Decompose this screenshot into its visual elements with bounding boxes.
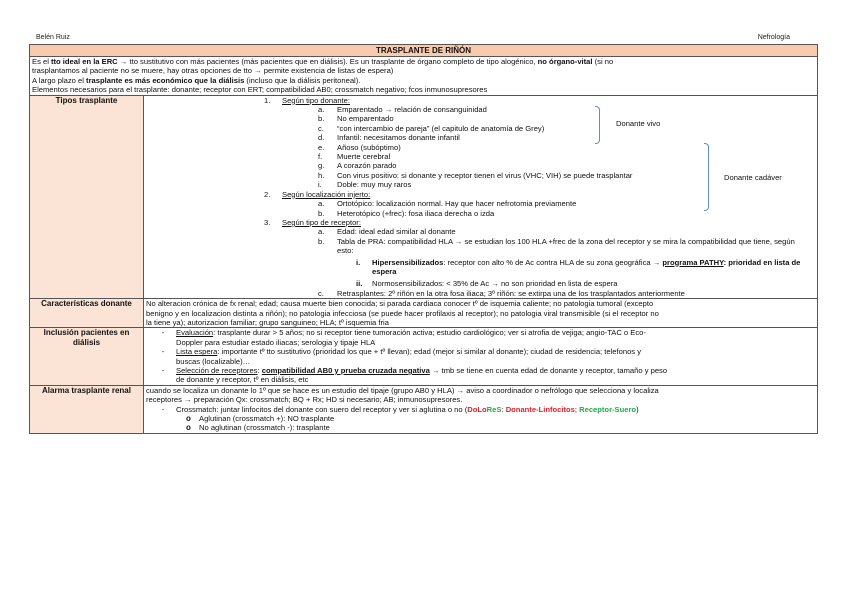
alarma-line-2: receptores → preparación Qx: crossmatch; BQ + Rx; HD si necesario; AB; inmunosupresores. [146, 395, 463, 405]
inclusion-evaluacion: - Evaluación: trasplante durar > 5 años; no si receptor tiene tumoración activa; estudio cardiológico; ver si atrofia de vejiga; angio-TAC o Eco- [161, 328, 646, 338]
donor-item-text: Infantil: necesitamos donante infantil [337, 133, 460, 143]
donor-item-text: “con intercambio de pareja” (el capitulo de anatomía de Grey) [337, 123, 545, 133]
caract-row [30, 299, 818, 328]
document-table [29, 44, 818, 434]
inclusion-seleccion: - Selección de receptores: compatibilidad AB0 y prueba cruzada negativa → tmb se tiene en cuenta edad de donante y receptor, tamaño y peso [161, 366, 668, 375]
header-author: Belén Ruiz [36, 34, 70, 41]
donor-item-4 [318, 143, 815, 152]
caract-line-3: la tiene ya); autorizacion familiar; grupo sanguineo; HLA; tº isquemia fria [146, 317, 389, 327]
donor-item-1 [318, 114, 815, 123]
inclusion-lista-cont: buscas (localizable)… [176, 356, 251, 366]
donor-item-text: Añoso (subóptimo) [337, 142, 401, 152]
caract-cell [144, 299, 818, 328]
caract-line-2: benigno y en localizacion distinta a riñón); no patologia infecciosa (se puede hacer profilaxis al receptor); no patologia viral transmisible (si el receptor no [146, 308, 659, 318]
donor-item-letter: b. [318, 114, 325, 124]
inclusion-label: Inclusión pacientes en diálisis [30, 328, 144, 385]
location-item-1 [318, 209, 815, 218]
brace-donante-vivo [595, 106, 600, 144]
brace-donante-cadaver [704, 143, 709, 211]
donor-item-letter: e. [318, 142, 325, 152]
donor-item-text: Con virus positivo: si donante y receptor tienen el virus (VHC; VIH) se puede trasplantar [337, 170, 633, 180]
inclusion-seleccion-cont: de donante y receptor, tº en diálisis, etc [176, 375, 309, 385]
donor-item-letter: a. [318, 105, 325, 115]
donor-item-letter: i. [318, 180, 322, 190]
donor-item-letter: d. [318, 133, 325, 143]
alarma-option-2: o No aglutinan (crossmatch -): trasplante [186, 423, 330, 433]
inclusion-row [30, 328, 818, 385]
tipos-cell [144, 95, 818, 299]
donor-item-2 [318, 124, 815, 133]
header-subject: Nefrología [757, 34, 790, 41]
page-title: TRASPLANTE DE RIÑÓN [30, 45, 818, 57]
intro-row [30, 57, 818, 96]
donor-item-5 [318, 152, 815, 161]
tipos-row [30, 95, 818, 299]
donor-item-3 [318, 133, 815, 142]
receptor-item-b-i-cont: espera [372, 266, 397, 276]
intro-cell [30, 57, 818, 96]
intro-line-3: A largo plazo el trasplante es más económico que la diálisis (incluso que la diálisis peritoneal). [32, 75, 361, 85]
receptor-item-c: c. Retrasplantes: 2º riñón en la otra fosa iliaca; 3º riñón: se extirpa una de los trasplantados anteriormente [318, 288, 685, 298]
donor-item-text: A corazón parado [337, 161, 397, 171]
location-item-letter: a. [318, 199, 325, 209]
donor-item-0 [318, 105, 815, 114]
location-item-text: Ortotópico: localización normal. Hay que hacer nefrotomia previamente [337, 199, 577, 209]
alarma-label: Alarma trasplante renal [30, 385, 144, 433]
location-item-0 [318, 199, 815, 208]
donor-item-text: Doble: muy muy raros [337, 180, 412, 190]
location-list [276, 199, 815, 218]
program-pathy-link: programa PATHY [662, 257, 724, 267]
tipos-label: Tipos trasplante [30, 95, 144, 299]
location-item-text: Heterotópico (+frec): fosa iliaca derecha o izda [337, 208, 495, 218]
donor-item-letter: h. [318, 170, 325, 180]
intro-line-4: Elementos necesarios para el trasplante: donante; receptor con ERT; compatibilidad AB0; crossmatch negativo; fcos inmunosupresores [32, 85, 488, 95]
alarma-row [30, 385, 818, 433]
inclusion-lista: - Lista espera: importante tº tto sustitutivo (prioridad los que + tº llevan); edad (mejor si similar al donante); ciudad de residencia; telefonos y [161, 347, 642, 357]
receptor-item-a: a. Edad: ideal edad similar al donante [318, 227, 456, 237]
receptor-item-b-ii: ii. Normosensibilizados: < 35% de Ac → no son prioridad en lista de espera [356, 279, 618, 289]
alarma-option-1: o Aglutinan (crossmatch +): NO trasplante [186, 414, 335, 424]
intro-line-2: trasplantamos al paciente no se muere, hay otras opciones de tto → permite existencia de listas de espera) [32, 66, 394, 76]
donor-item-letter: f. [318, 152, 323, 162]
tipos-section-1: 1. Según tipo donante: [264, 95, 350, 105]
title-row [30, 45, 818, 57]
donor-item-text: Emparentado → relación de consanguinidad [337, 105, 487, 115]
receptor-item-b-i: i. Hipersensibilizados: receptor con alto % de Ac contra HLA de su zona geográfica → programa PATHY: prioridad en lista de [356, 257, 801, 267]
alarma-line-1: cuando se localiza un donante lo 1º que se hace es un estudio del tipaje (grupo AB0 y HLA) → aviso a coordinador o nefrólogo que selecciona y localiza [146, 385, 659, 395]
caract-label: Características donante [30, 299, 144, 328]
caract-line-1: No alteracion crónica de fx renal; edad; causa muerte bien conocida; si parada cardiaca conocer tº de isquemia caliente; no patologia tumoral (excepto [146, 299, 654, 309]
inclusion-cell [144, 328, 818, 385]
inclusion-evaluacion-cont: Doppler para estudiar estado iliacas; serologia y tipaje HLA [176, 337, 376, 347]
donor-item-text: No emparentado [337, 114, 394, 124]
donor-item-text: Muerte cerebral [337, 152, 391, 162]
donor-item-6 [318, 161, 815, 170]
intro-line-1: Es el tto ideal en la ERC → tto sustitutivo con más pacientes (más pacientes que en diálisis). Es un trasplante de órgano completo de tipo alogénico, no órgano-vital (si no [32, 57, 614, 66]
tipos-section-3: 3. Según tipo de receptor: [264, 217, 361, 227]
receptor-item-b: b. Tabla de PRA: compatibilidad HLA → se estudian los 100 HLA +frec de la zona del receptor y se mira la compatibilidad que tiene, según [318, 236, 795, 246]
location-item-letter: b. [318, 208, 325, 218]
donor-item-letter: g. [318, 161, 325, 171]
alarma-crossmatch: - Crossmatch: juntar linfocitos del donante con suero del receptor y ver si aglutina o no (DoLoReS: Donante-Linfocitos; Receptor-Suero) [161, 404, 639, 414]
alarma-cell [144, 385, 818, 433]
receptor-item-b-cont: esto: [337, 246, 354, 256]
donor-item-letter: c. [318, 123, 324, 133]
tipos-section-2: 2. Según localización injerto: [264, 189, 371, 199]
label-donante-cadaver: Donante cadáver [724, 172, 782, 182]
label-donante-vivo: Donante vivo [616, 118, 661, 128]
